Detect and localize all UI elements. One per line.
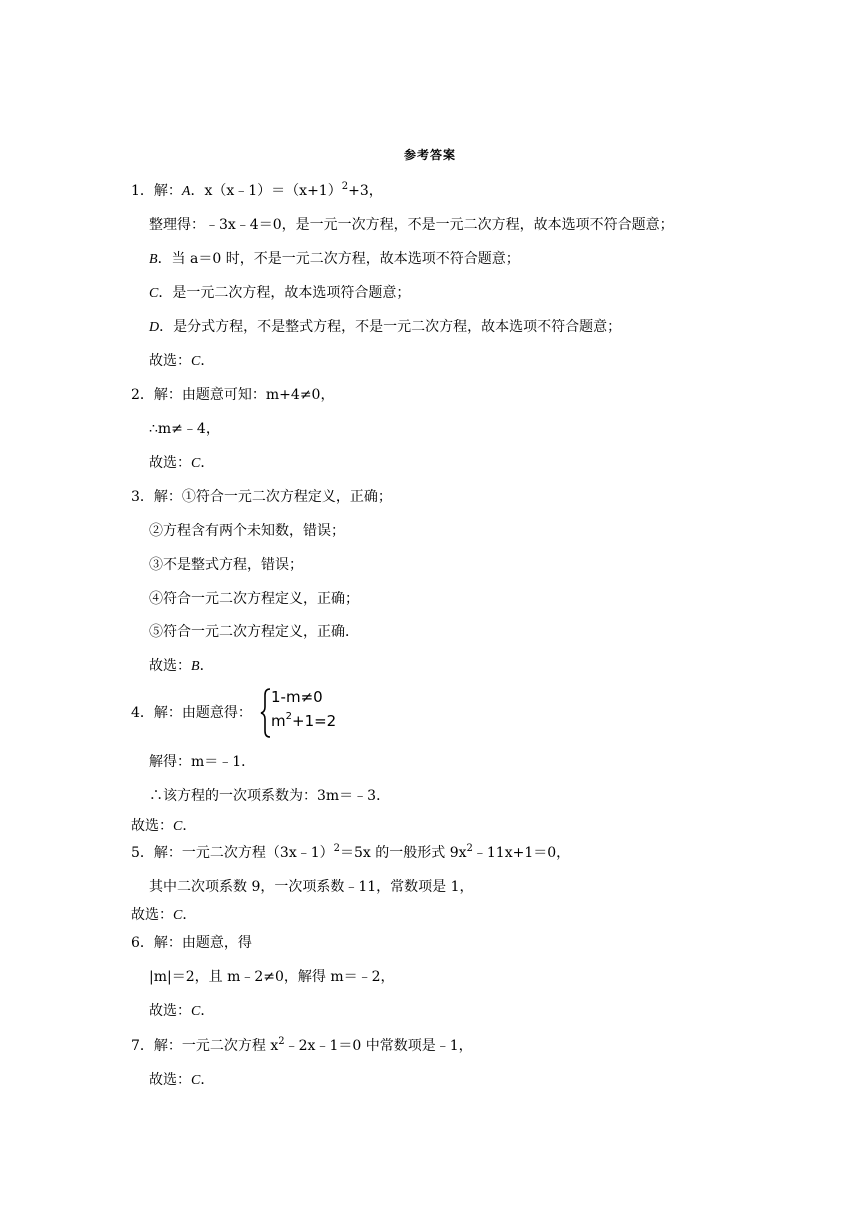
answer-letter: C [173,908,183,923]
q1-a-tail: +3， [348,183,383,199]
q3-line-4: ④符合一元二次方程定义，正确； [149,591,359,607]
q1-line-1 [131,181,383,202]
q7-text-a: 7．解：一元二次方程 x [131,1038,279,1054]
q7-answer [149,1070,214,1091]
q3-line-1: 3．解：①符合一元二次方程定义，正确； [131,489,392,505]
q2-answer [149,453,214,474]
q4-line-3: ∴该方程的一次项系数为：3m＝﹣3． [149,788,391,804]
q5-answer [131,905,196,926]
q1-a-label: A [181,184,191,199]
q1-a-text: ．x（x﹣1）＝（x+1） [190,183,342,199]
q7-line-1 [131,1036,473,1056]
answer-period: ． [199,658,214,674]
q6-line-2: |m|＝2，且 m﹣2≠0，解得 m＝﹣2， [149,969,395,985]
q6-line-1: 6．解：由题意，得 [131,935,252,951]
q1-d-text: ．是分式方程，不是整式方程，不是一元二次方程，故本选项不符合题意； [159,319,622,335]
q1-b-label: B [149,252,158,267]
system-row-2 [271,712,336,730]
answer-prefix: 故选： [131,818,173,834]
system-row-1: 1-m≠0 [271,688,323,706]
answer-period: ． [200,1072,215,1088]
system-row-2-exponent: 2 [285,711,292,722]
q1-c-text: ．是一元二次方程，故本选项符合题意； [158,285,411,301]
q7-text-b: ﹣2x﹣1＝0 中常数项是﹣1， [284,1038,473,1054]
q5-text-c: ﹣11x+1＝0， [472,845,571,861]
answer-period: ． [182,818,197,834]
q4-answer [131,816,196,837]
system-row-2-base: m [271,712,286,730]
q5-line-2: 其中二次项系数 9，一次项系数﹣11，常数项是 1， [149,879,474,895]
answer-letter: C [191,354,201,369]
answer-letter: C [191,1004,201,1019]
answer-period: ． [200,455,215,471]
page-title: 参考答案 [403,148,456,162]
q1-line-3 [149,249,520,270]
q6-answer [149,1001,214,1022]
q1-line-5 [149,317,621,338]
answer-letter: C [191,1073,201,1088]
answer-prefix: 故选： [149,1072,191,1088]
q1-line-4 [149,283,410,304]
answer-letter: C [191,456,201,471]
q1-line-2: 整理得：﹣3x﹣4＝0，是一元一次方程，不是一元二次方程，故本选项不符合题意； [149,217,674,233]
q3-line-5: ⑤符合一元二次方程定义，正确． [149,624,359,640]
q5-text-b: ＝5x 的一般形式 9x [340,845,467,861]
system-row-2-tail: +1=2 [292,712,337,730]
q5-exponent-2: 2 [466,843,473,854]
q1-answer [149,351,214,372]
answer-letter: C [173,819,183,834]
q1-b-text: ．当 a＝0 时，不是一元二次方程，故本选项不符合题意； [157,251,520,267]
q4-line-2: 解得：m＝﹣1． [149,754,256,770]
q5-line-1 [131,843,570,863]
q1-d-label: D [149,320,160,335]
equation-system [260,687,340,739]
answer-prefix: 故选： [149,658,191,674]
q7-exponent: 2 [278,1036,285,1047]
q2-line-2: ∴m≠﹣4， [149,421,220,437]
q1-a-exponent: 2 [341,181,349,192]
answer-period: ． [200,353,215,369]
answer-period: ． [200,1003,215,1019]
q1-head: 1．解： [131,183,182,199]
answer-prefix: 故选： [149,1003,191,1019]
q2-line-1: 2．解：由题意可知：m+4≠0， [131,387,335,403]
q1-c-label: C [149,286,159,301]
answer-prefix: 故选： [149,455,191,471]
answer-prefix: 故选： [131,907,173,923]
answer-prefix: 故选： [149,353,191,369]
q4-line-1: 4．解：由题意得： [131,705,252,721]
answer-period: ． [182,907,197,923]
q5-exponent-1: 2 [333,843,340,854]
answer-letter: B [191,659,200,674]
q3-line-3: ③不是整式方程，错误； [149,557,303,573]
q3-line-2: ②方程含有两个未知数，错误； [149,523,345,539]
q5-text-a: 5．解：一元二次方程（3x﹣1） [131,845,334,861]
q3-answer [149,656,214,677]
